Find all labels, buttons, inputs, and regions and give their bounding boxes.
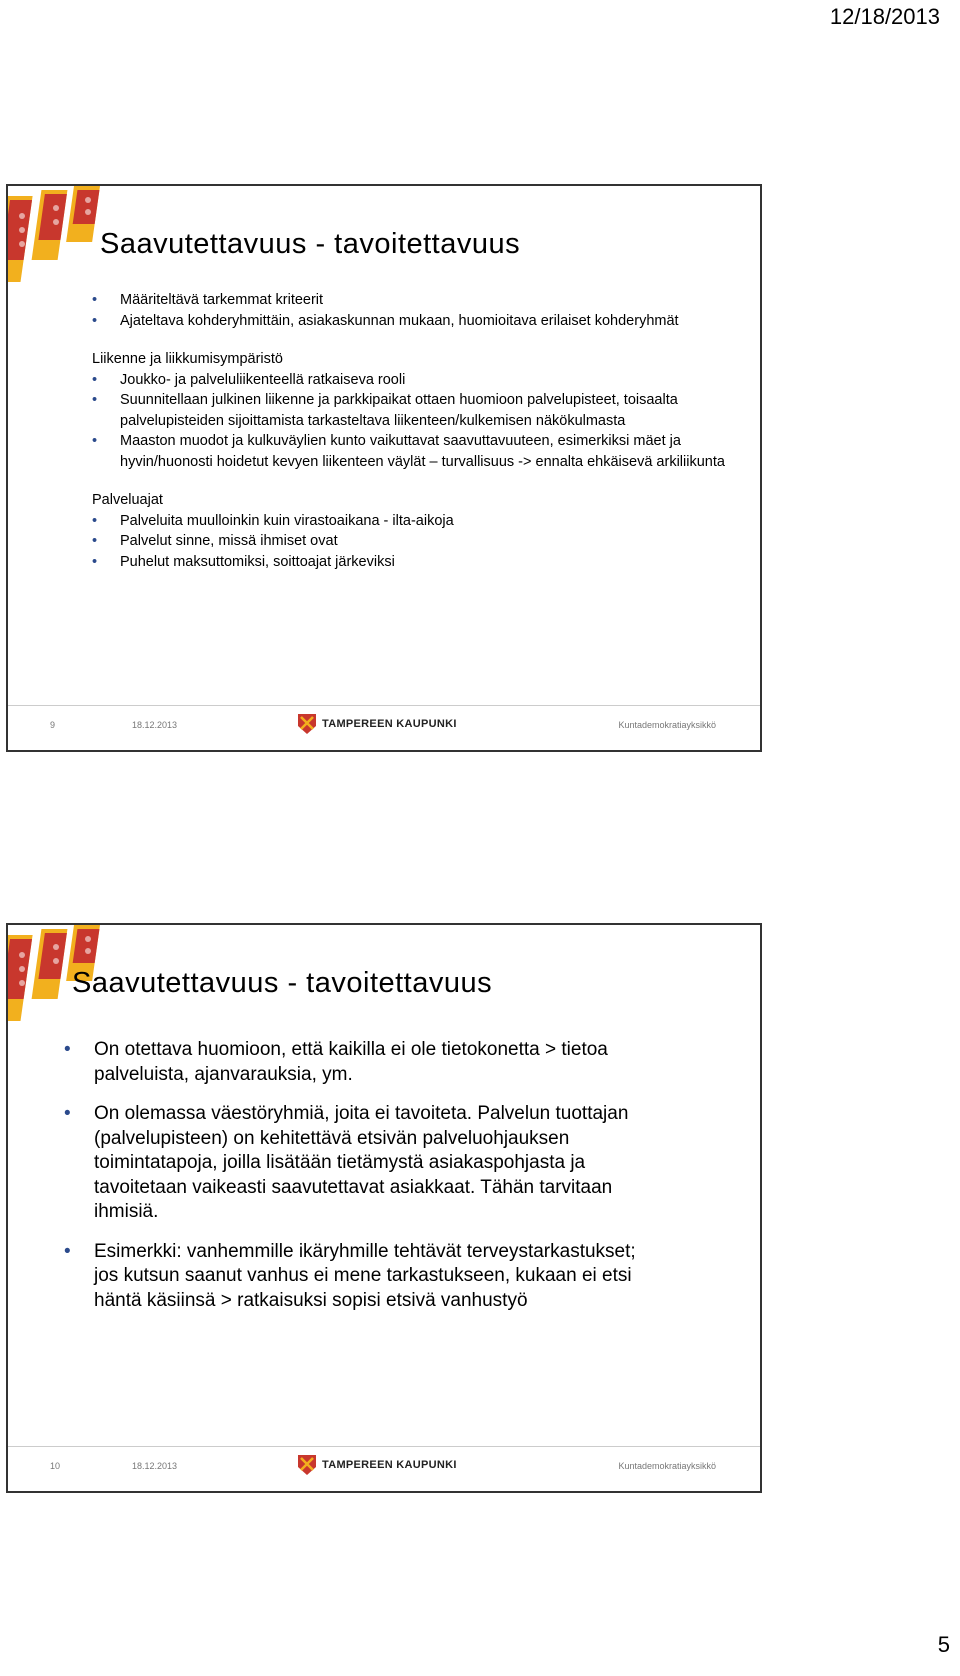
bullet-group-2 (92, 370, 732, 473)
slide-number: 10 (50, 1461, 61, 1471)
tampere-crest-icon (298, 714, 316, 734)
list-item: • Suunnitellaan julkinen liikenne ja parkkipaikat ottaen huomioon palvelupisteet, toisaalta palvelupisteiden sijoittamista tarkasteltava liikenteen/kulkemisen näkökulmasta (92, 392, 678, 429)
slide-date: 18.12.2013 (132, 720, 178, 730)
brand-label: TAMPEREEN KAUPUNKI (322, 1459, 457, 1471)
list-item: • Määriteltävä tarkemmat kriteerit (92, 290, 732, 311)
tampere-pattern-logo-icon (8, 186, 112, 294)
slide-10 (6, 923, 762, 1493)
bullet-icon: • (92, 512, 98, 529)
bullet-icon: • (92, 533, 98, 549)
bullet-group-1 (92, 290, 732, 331)
slide-number: 9 (50, 720, 56, 730)
brand-logo (298, 714, 457, 734)
list-item: • Ajateltava kohderyhmittäin, asiakaskunnan mukaan, huomioitava erilaiset kohderyhmät (92, 311, 732, 332)
page-date: 12/18/2013 (829, 4, 940, 29)
unit-name: Kuntademokratiayksikkö (618, 1461, 716, 1471)
section-heading: Palveluajat (92, 492, 163, 508)
bullet-icon: • (92, 433, 98, 449)
bullet-icon: • (64, 1103, 71, 1124)
bullet-icon: • (92, 553, 98, 570)
brand-label: TAMPEREEN KAUPUNKI (322, 718, 457, 730)
slide-footer (8, 1446, 760, 1491)
bullet-icon: • (92, 312, 98, 329)
slide-title: Saavutettavuus - tavoitettavuus (100, 228, 521, 260)
unit-name: Kuntademokratiayksikkö (618, 720, 716, 730)
slide-title: Saavutettavuus - tavoitettavuus (72, 967, 493, 999)
list-item: • Palveluita muulloinkin kuin virastoaikana - ilta-aikoja (92, 511, 732, 532)
bullet-icon: • (92, 392, 98, 408)
list-item: • Joukko- ja palveluliikenteellä ratkaiseva rooli (92, 370, 732, 391)
tampere-crest-icon (298, 1455, 316, 1475)
slide-9 (6, 184, 762, 752)
slide-footer (8, 705, 760, 750)
page-number: 5 (937, 1632, 950, 1657)
section-heading: Liikenne ja liikkumisympäristö (92, 351, 283, 367)
slide-date: 18.12.2013 (132, 1461, 178, 1471)
list-item: • Maaston muodot ja kulkuväylien kunto vaikuttavat saavuttavuuteen, esimerkiksi mäet ja hyvin/huonosti hoidetut kevyen liikenteen väylät – turvallisuus -> ennalta ehkäisevä arkiliikunta (92, 433, 725, 470)
list-item: • Palvelut sinne, missä ihmiset ovat (92, 531, 732, 552)
bullet-icon: • (64, 1240, 71, 1262)
bullet-icon: • (64, 1039, 71, 1060)
bullet-icon: • (92, 292, 98, 308)
list-item: • Puhelut maksuttomiksi, soittoajat järkeviksi (92, 552, 732, 573)
list-item: • Esimerkki: vanhemmille ikäryhmille tehtävät terveystarkastukset; jos kutsun saanut vanhus ei mene tarkastukseen, kukaan ei etsi häntä käsiinsä > ratkaisuksi sopisi etsivä vanhustyö (64, 1240, 636, 1311)
bullet-icon: • (92, 371, 98, 388)
brand-logo (298, 1455, 457, 1475)
list-item: • On olemassa väestöryhmiä, joita ei tavoiteta. Palvelun tuottajan (palvelupisteen) on kehitettävä etsivän palveluohjauksen toimintatapoja, joilla lisätään tietämystä asiakaspohjasta ja tavoitetaan vaikeasti saavutettavat asiakkaat. Tähän tarvitaan ihmisiä. (64, 1103, 629, 1222)
bullet-group-3 (92, 511, 732, 573)
list-item: • On otettava huomioon, että kaikilla ei ole tietokonetta > tietoa palveluista, ajanvarauksia, ym. (64, 1039, 608, 1085)
slide-body (64, 1038, 664, 1328)
bullet-list (64, 1038, 664, 1313)
slide-body (92, 290, 732, 572)
